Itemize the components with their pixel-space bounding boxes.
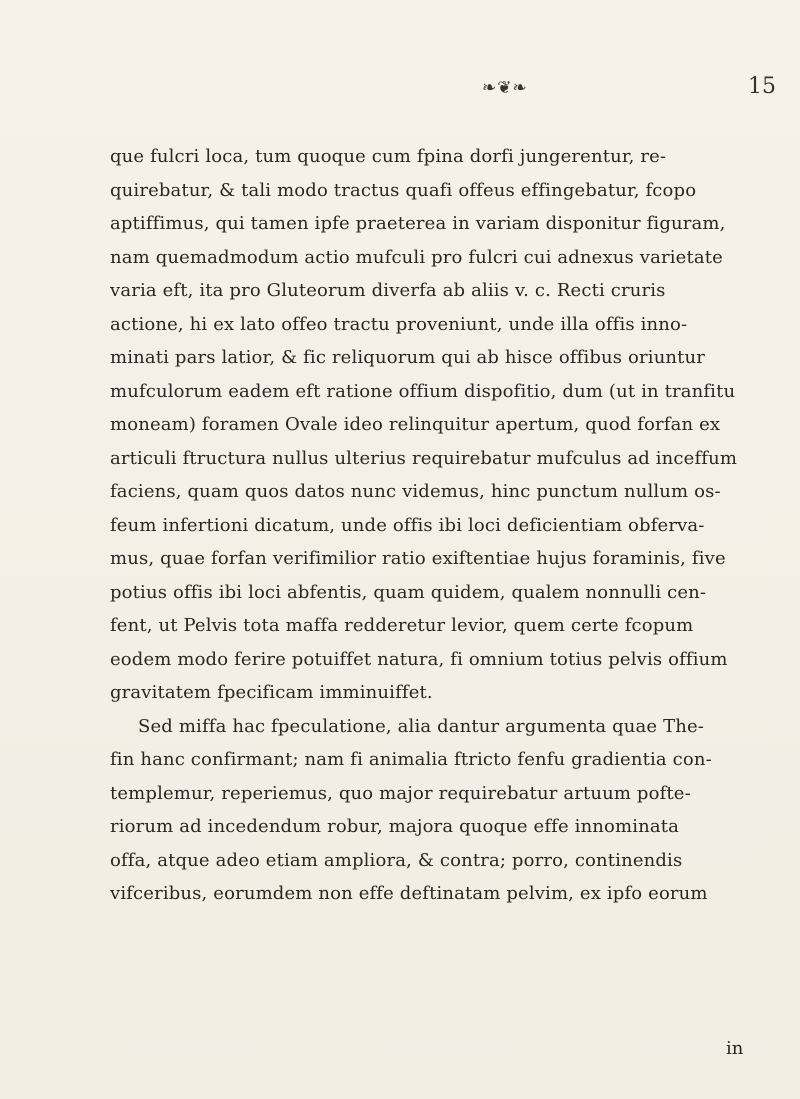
body-text bbox=[110, 140, 770, 911]
text-line: eodem modo ferire potuiffet natura, fi omnium totius pelvis offium bbox=[110, 648, 728, 670]
text-line: vifceribus, eorumdem non effe deftinatam pelvim, ex ipfo eorum bbox=[110, 883, 708, 904]
paragraph-start-line: Sed miffa hac fpeculatione, alia dantur argumenta quae The- bbox=[138, 715, 705, 737]
text-line: faciens, quam quos datos nunc videmus, hinc punctum nullum os- bbox=[110, 481, 721, 502]
text-line: riorum ad incedendum robur, majora quoque effe innominata bbox=[110, 816, 680, 837]
text-line: mufculorum eadem eft ratione offium dispofitio, dum (ut in tranfitu bbox=[110, 380, 736, 402]
running-head bbox=[0, 76, 800, 106]
text-line: varia eft, ita pro Gluteorum diverfa ab aliis v. c. Recti cruris bbox=[110, 280, 666, 301]
text-line: minati pars latior, & fic reliquorum qui ab hisce offibus oriuntur bbox=[110, 347, 706, 368]
text-line: moneam) foramen Ovale ideo relinquitur apertum, quod forfan ex bbox=[110, 414, 721, 435]
head-ornament: ❧❦❧ bbox=[482, 78, 528, 98]
text-line: que fulcri loca, tum quoque cum fpina dorfi jungerentur, re- bbox=[110, 146, 667, 167]
text-line: aptiffimus, qui tamen ipfe praeterea in variam disponitur figuram, bbox=[110, 213, 726, 234]
text-line: templemur, reperiemus, quo major requirebatur artuum pofte- bbox=[110, 782, 691, 804]
text-line: feum infertioni dicatum, unde offis ibi loci deficientiam obferva- bbox=[110, 514, 705, 536]
text-line: nam quemadmodum actio mufculi pro fulcri cui adnexus varietate bbox=[110, 246, 723, 268]
text-line: offa, atque adeo etiam ampliora, & contra; porro, continendis bbox=[110, 849, 683, 871]
text-line: fent, ut Pelvis tota maffa redderetur levior, quem certe fcopum bbox=[110, 615, 694, 636]
text-line: articuli ftructura nullus ulterius requirebatur mufculus ad inceffum bbox=[110, 447, 738, 469]
text-line: fin hanc confirmant; nam fi animalia ftricto fenfu gradientia con- bbox=[110, 749, 712, 770]
page-number: 15 bbox=[748, 74, 776, 99]
text-line: mus, quae forfan verifimilior ratio exiftentiae hujus foraminis, five bbox=[110, 548, 726, 569]
catchword: in bbox=[726, 1038, 744, 1059]
text-line: quirebatur, & tali modo tractus quafi offeus effingebatur, fcopo bbox=[110, 179, 697, 201]
text-line: potius offis ibi loci abfentis, quam quidem, qualem nonnulli cen- bbox=[110, 581, 707, 603]
text-line: gravitatem fpecificam imminuiffet. bbox=[110, 682, 433, 703]
text-line: actione, hi ex lato offeo tractu proveniunt, unde illa offis inno- bbox=[110, 313, 688, 335]
